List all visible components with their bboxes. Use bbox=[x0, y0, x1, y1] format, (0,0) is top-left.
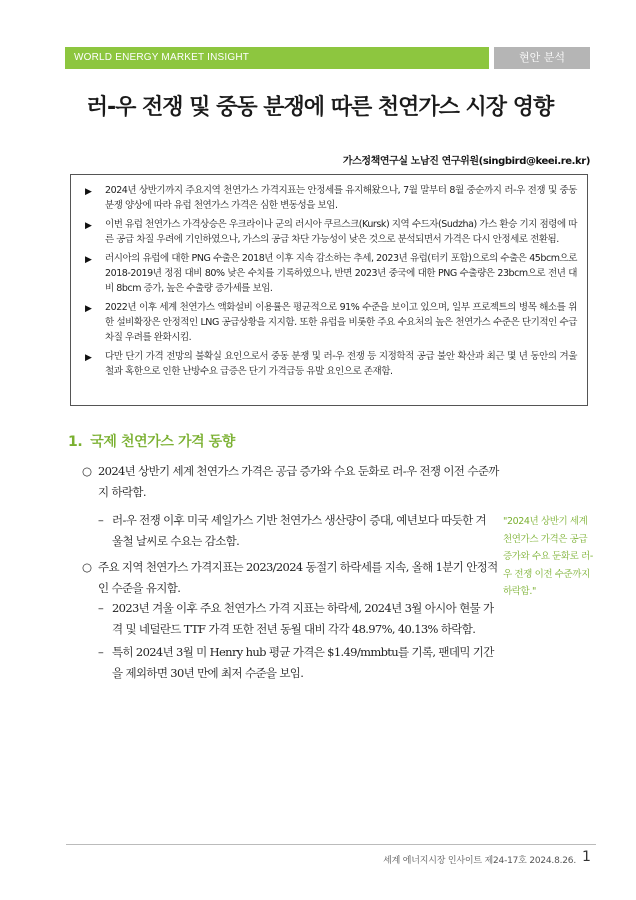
triangle-bullet-icon: ▶ bbox=[85, 255, 92, 265]
summary-item bbox=[85, 251, 577, 296]
triangle-bullet-icon: ▶ bbox=[85, 353, 92, 363]
triangle-bullet-icon: ▶ bbox=[85, 304, 92, 314]
header-tag: 현안 분석 bbox=[494, 47, 590, 69]
summary-text: 다만 단기 가격 전망의 불확실 요인으로서 중동 분쟁 및 러-우 전쟁 등 지정학적 공급 불안 확산과 최근 몇 년 동안의 겨울철과 혹한으로 인한 난방수요 급증은 단기 가격급등 유발 요인으로 존재함. bbox=[105, 351, 577, 377]
page-number: 1 bbox=[582, 849, 591, 865]
circle-bullet-icon: ○ bbox=[82, 464, 92, 478]
circle-bullet-icon: ○ bbox=[82, 560, 92, 574]
dash-bullet-icon: – bbox=[98, 513, 104, 527]
paragraph-text: 2024년 상반기 세계 천연가스 가격은 공급 증가와 수요 둔화로 러-우 전쟁 이전 수준까지 하락함. bbox=[98, 464, 499, 499]
summary-item bbox=[85, 183, 577, 213]
author-line: 가스정책연구실 노남진 연구위원(singbird@keei.re.kr) bbox=[342, 156, 590, 167]
section-title: 국제 천연가스 가격 동향 bbox=[90, 434, 235, 450]
dash-bullet-icon: – bbox=[98, 601, 104, 615]
summary-item bbox=[85, 349, 577, 379]
summary-box bbox=[70, 174, 588, 406]
summary-item bbox=[85, 300, 577, 345]
summary-text: 2024년 상반기까지 주요지역 천연가스 가격지표는 안정세를 유지해왔으나, 7월 말부터 8월 중순까지 러-우 전쟁 및 중동 분쟁 양상에 따라 유럽 천연가스 가격은 심한 변동성을 보임. bbox=[105, 185, 577, 211]
body-paragraph bbox=[82, 557, 502, 599]
body-subparagraph bbox=[98, 598, 498, 640]
summary-text: 이번 유럽 천연가스 가격상승은 우크라이나 군의 러시아 쿠르스크(Kursk) 지역 수드자(Sudzha) 가스 환승 기지 점령에 따른 공급 차질 우려에 기인하였으나, 가스의 공급 차단 가능성이 낮은 것으로 분석되면서 가격은 다시 안정세로 전환됨. bbox=[105, 219, 577, 245]
triangle-bullet-icon: ▶ bbox=[85, 221, 92, 231]
paragraph-text: 주요 지역 천연가스 가격지표는 2023/2024 동절기 하락세를 지속, 올해 1분기 안정적인 수준을 유지함. bbox=[98, 560, 498, 595]
section-heading bbox=[68, 431, 235, 451]
summary-text: 2022년 이후 세계 천연가스 액화설비 이용률은 평균적으로 91% 수준을 보이고 있으며, 일부 프로젝트의 병목 해소를 위한 설비확장은 안정적인 LNG 공급상황을 지지함. 또한 유럽을 비롯한 주요 수요처의 높은 천연가스 수준은 단기적인 수급 차질 우려를 완화시킴. bbox=[105, 302, 577, 343]
page-title: 러-우 전쟁 및 중동 분쟁에 따른 천연가스 시장 영향 bbox=[86, 95, 554, 120]
side-pull-quote: "2024년 상반기 세계 천연가스 가격은 공급 증가와 수요 둔화로 러-우 전쟁 이전 수준까지 하락함." bbox=[503, 516, 593, 597]
paragraph-text: 2023년 겨울 이후 주요 천연가스 가격 지표는 하락세, 2024년 3월 아시아 현물 가격 및 네덜란드 TTF 가격 또한 전년 동월 대비 각각 48.97%, 40.13% 하락함. bbox=[112, 601, 494, 636]
section-number: 1. bbox=[68, 434, 83, 450]
dash-bullet-icon: – bbox=[98, 645, 104, 659]
paragraph-text: 특히 2024년 3월 미 Henry hub 평균 가격은 $1.49/mmbtu를 기록, 팬데믹 기간을 제외하면 30년 만에 최저 수준을 보임. bbox=[112, 645, 494, 680]
triangle-bullet-icon: ▶ bbox=[85, 187, 92, 197]
footer-publication: 세계 에너지시장 인사이트 제24-17호 2024.8.26. bbox=[383, 856, 576, 866]
summary-text: 러시아의 유럽에 대한 PNG 수출은 2018년 이후 지속 감소하는 추세, 2023년 유럽(터키 포함)으로의 수출은 45bcm으로 2018-2019년 정점 대비 80% 낮은 수치를 기록하였으나, 반면 2023년 중국에 대한 PNG 수출량은 23bcm으로 전년 대비 8bcm 증가, 높은 수출량 증가세를 보임. bbox=[105, 253, 577, 294]
paragraph-text: 러-우 전쟁 이후 미국 셰일가스 기반 천연가스 생산량이 증대, 예년보다 따듯한 겨울철 날씨로 수요는 감소함. bbox=[112, 513, 486, 548]
body-paragraph bbox=[82, 461, 502, 503]
summary-item bbox=[85, 217, 577, 247]
footer-divider bbox=[66, 844, 596, 845]
header-brand: WORLD ENERGY MARKET INSIGHT bbox=[74, 52, 250, 63]
body-subparagraph bbox=[98, 642, 498, 684]
body-subparagraph bbox=[98, 510, 496, 552]
